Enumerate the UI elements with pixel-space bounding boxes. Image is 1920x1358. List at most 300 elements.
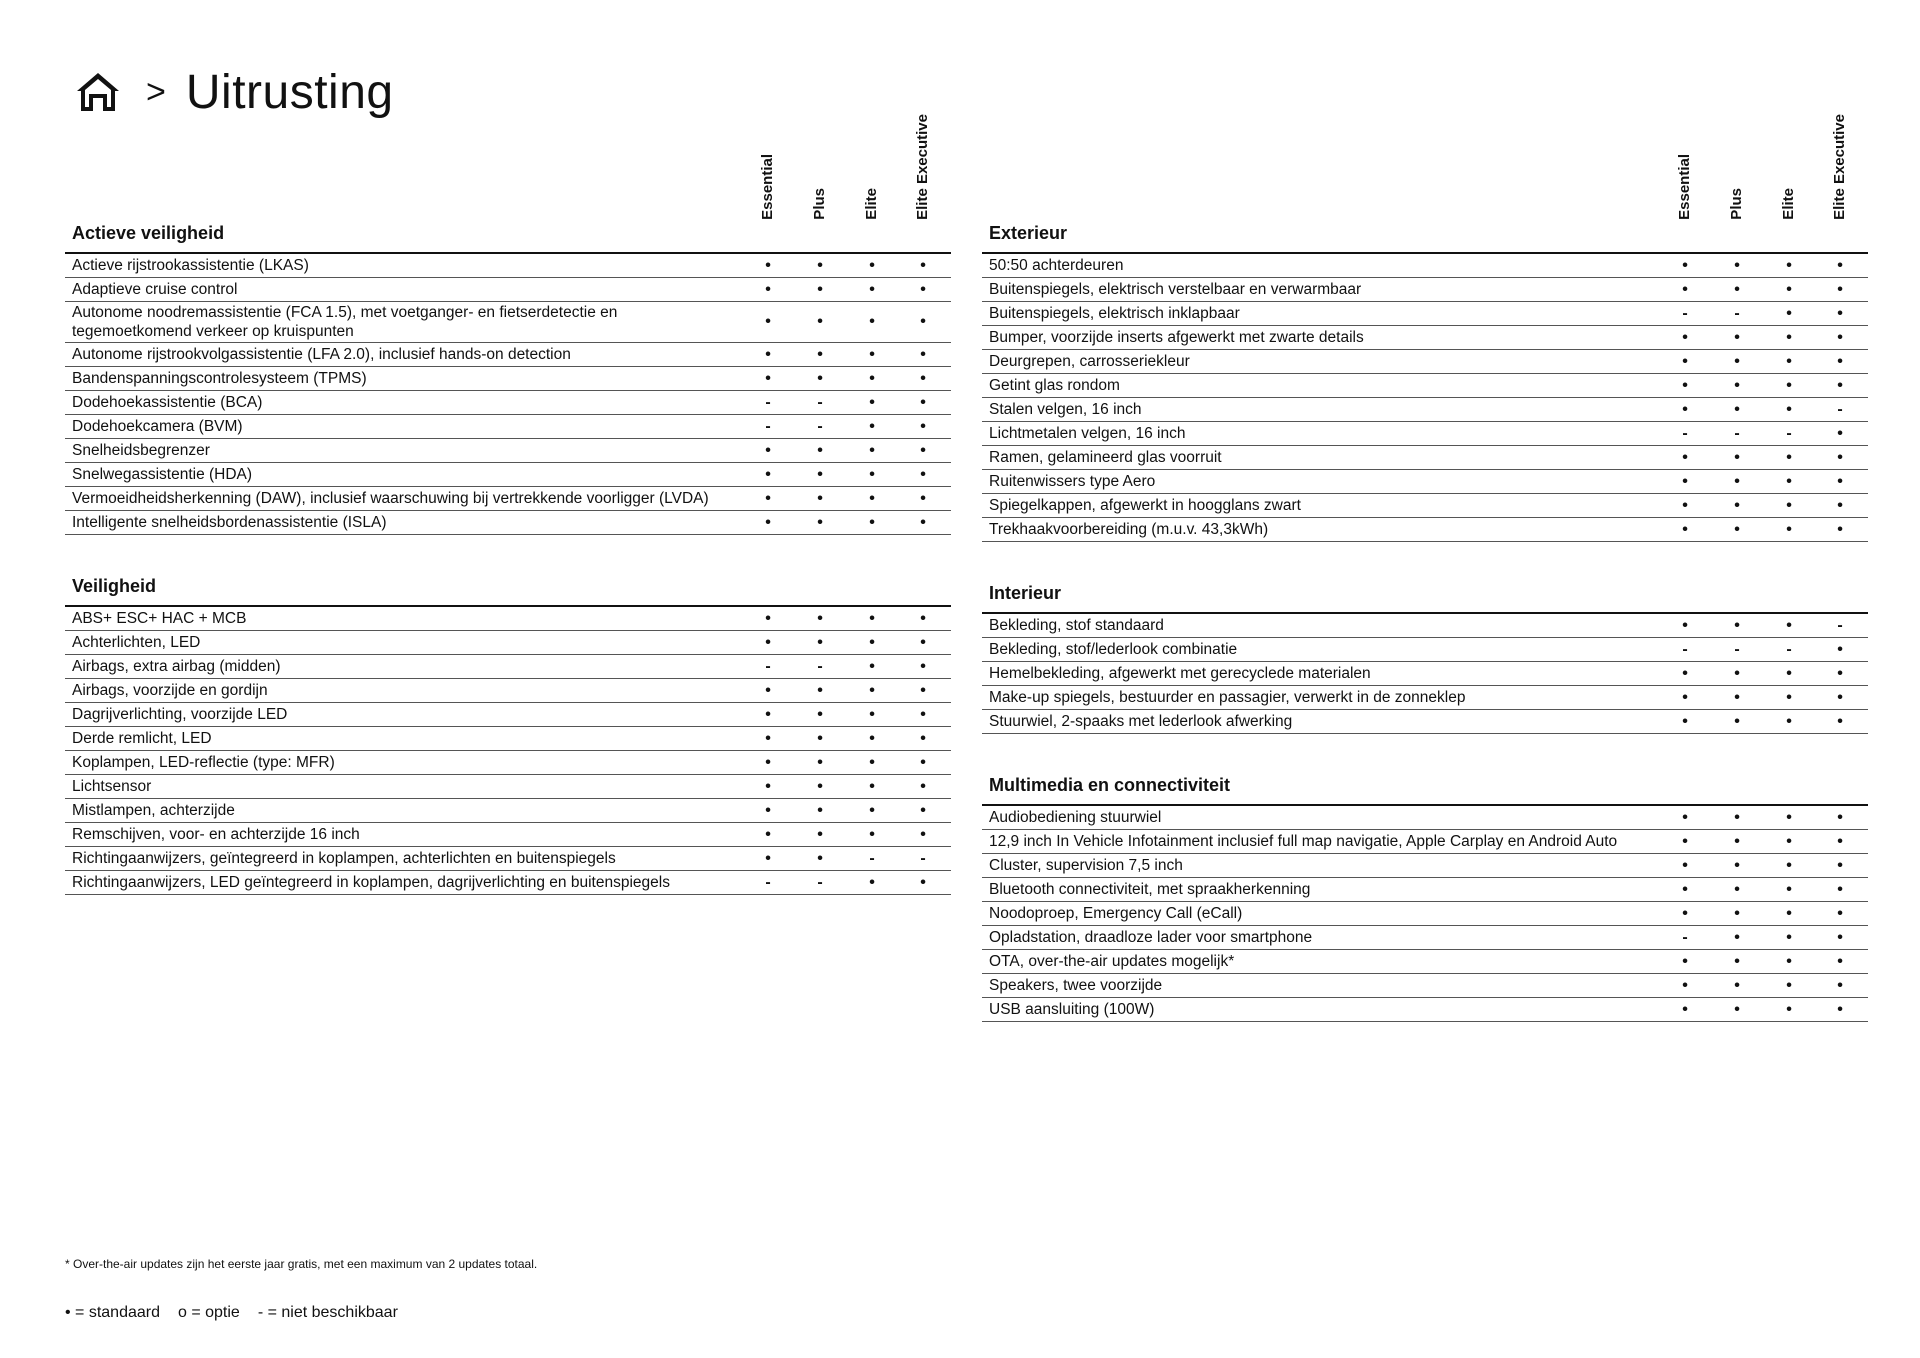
availability-mark-elite: • xyxy=(869,441,875,459)
availability-mark-elite-executive: • xyxy=(1837,328,1843,346)
availability-mark-plus: • xyxy=(817,633,823,651)
feature-label: 12,9 inch In Vehicle Infotainment inclusief full map navigatie, Apple Carplay en Android Auto xyxy=(989,833,1618,850)
availability-mark-elite-executive: • xyxy=(920,705,926,723)
feature-label: Snelwegassistentie (HDA) xyxy=(72,466,253,483)
feature-label: Bluetooth connectiviteit, met spraakherkenning xyxy=(989,881,1311,898)
availability-mark-elite-executive: • xyxy=(1837,928,1843,946)
feature-label: Snelheidsbegrenzer xyxy=(72,442,210,459)
feature-label: Lichtsensor xyxy=(72,778,152,795)
availability-mark-elite-executive: • xyxy=(920,280,926,298)
table-row xyxy=(982,470,1868,494)
availability-mark-essential: • xyxy=(1682,400,1688,418)
feature-label: Koplampen, LED-reflectie (type: MFR) xyxy=(72,754,335,771)
availability-mark-plus: • xyxy=(817,369,823,387)
feature-label: Lichtmetalen velgen, 16 inch xyxy=(989,425,1186,442)
availability-mark-elite-executive: • xyxy=(920,465,926,483)
availability-mark-elite: • xyxy=(1786,448,1792,466)
availability-mark-elite: • xyxy=(1786,712,1792,730)
feature-list xyxy=(65,252,951,535)
table-row xyxy=(982,278,1868,302)
section-title: Exterieur xyxy=(989,223,1068,243)
availability-mark-elite: • xyxy=(869,369,875,387)
feature-label: Buitenspiegels, elektrisch verstelbaar en verwarmbaar xyxy=(989,281,1362,298)
availability-mark-plus: • xyxy=(1734,352,1740,370)
availability-mark-elite-executive: • xyxy=(920,513,926,531)
feature-label: Hemelbekleding, afgewerkt met gerecyclede materialen xyxy=(989,665,1371,682)
column-header-plus: Plus xyxy=(811,188,828,220)
availability-mark-elite: • xyxy=(869,313,875,330)
feature-label: Bandenspanningscontrolesysteem (TPMS) xyxy=(72,370,367,387)
feature-label: Richtingaanwijzers, geïntegreerd in koplampen, achterlichten en buitenspiegels xyxy=(72,850,616,867)
feature-label: Noodoproep, Emergency Call (eCall) xyxy=(989,905,1243,922)
feature-label: Airbags, voorzijde en gordijn xyxy=(72,682,268,699)
availability-mark-elite-executive: • xyxy=(1837,952,1843,970)
availability-mark-elite: - xyxy=(1786,640,1792,658)
availability-mark-essential: • xyxy=(1682,280,1688,298)
feature-label: Intelligente snelheidsbordenassistentie (ISLA) xyxy=(72,514,387,531)
availability-mark-plus: • xyxy=(1734,520,1740,538)
availability-mark-essential: • xyxy=(765,369,771,387)
table-row xyxy=(982,254,1868,278)
table-row xyxy=(982,878,1868,902)
availability-mark-plus: • xyxy=(817,849,823,867)
feature-label: Bekleding, stof/lederlook combinatie xyxy=(989,641,1238,658)
availability-mark-essential: • xyxy=(1682,616,1688,634)
availability-mark-elite: • xyxy=(869,873,875,891)
availability-mark-essential: • xyxy=(765,489,771,507)
feature-list xyxy=(65,605,951,895)
availability-mark-elite: • xyxy=(1786,880,1792,898)
availability-mark-elite: • xyxy=(869,801,875,819)
availability-mark-plus: • xyxy=(1734,448,1740,466)
availability-mark-elite-executive: • xyxy=(1837,496,1843,514)
availability-mark-elite: • xyxy=(869,729,875,747)
availability-mark-essential: • xyxy=(1682,832,1688,850)
feature-label: Deurgrepen, carrosseriekleur xyxy=(989,353,1190,370)
availability-mark-elite-executive: • xyxy=(1837,520,1843,538)
feature-label: Ruitenwissers type Aero xyxy=(989,473,1156,490)
table-row xyxy=(982,374,1868,398)
availability-mark-elite: • xyxy=(1786,256,1792,274)
availability-mark-plus: - xyxy=(817,873,823,891)
availability-mark-plus: • xyxy=(1734,712,1740,730)
table-row xyxy=(982,302,1868,326)
availability-mark-elite: • xyxy=(1786,952,1792,970)
column-header-essential: Essential xyxy=(1676,154,1693,220)
table-row xyxy=(65,871,951,895)
table-row xyxy=(65,302,951,343)
availability-mark-plus: • xyxy=(817,489,823,507)
column-header-essential: Essential xyxy=(759,154,776,220)
table-row xyxy=(982,326,1868,350)
availability-mark-elite-executive: • xyxy=(1837,448,1843,466)
availability-mark-elite: • xyxy=(1786,328,1792,346)
availability-mark-elite-executive: • xyxy=(920,729,926,747)
feature-label: Mistlampen, achterzijde xyxy=(72,802,235,819)
availability-mark-plus: - xyxy=(817,393,823,411)
table-row xyxy=(65,823,951,847)
availability-mark-elite: • xyxy=(1786,520,1792,538)
feature-label: Achterlichten, LED xyxy=(72,634,201,651)
feature-list xyxy=(982,252,1868,542)
availability-mark-essential: • xyxy=(1682,904,1688,922)
table-row xyxy=(982,998,1868,1022)
table-row xyxy=(982,614,1868,638)
availability-mark-essential: • xyxy=(765,465,771,483)
table-row xyxy=(982,662,1868,686)
section-title: Actieve veiligheid xyxy=(72,223,225,243)
breadcrumb-chevron: > xyxy=(146,73,166,111)
availability-mark-plus: • xyxy=(1734,280,1740,298)
availability-mark-plus: • xyxy=(1734,808,1740,826)
availability-mark-plus: • xyxy=(1734,880,1740,898)
table-row xyxy=(65,511,951,535)
availability-mark-essential: - xyxy=(1682,304,1688,322)
availability-mark-essential: - xyxy=(765,393,771,411)
availability-mark-elite: • xyxy=(869,681,875,699)
availability-mark-elite: • xyxy=(1786,976,1792,994)
availability-mark-plus: • xyxy=(817,777,823,795)
table-row xyxy=(982,494,1868,518)
availability-mark-essential: • xyxy=(1682,808,1688,826)
availability-mark-essential: - xyxy=(1682,640,1688,658)
availability-mark-essential: • xyxy=(1682,856,1688,874)
table-row xyxy=(65,607,951,631)
column-headers xyxy=(982,95,1868,220)
availability-mark-elite: • xyxy=(869,705,875,723)
table-row xyxy=(982,806,1868,830)
feature-label: Airbags, extra airbag (midden) xyxy=(72,658,281,675)
section-exterieur xyxy=(982,220,1868,542)
legend-option: o = optie xyxy=(178,1304,240,1321)
availability-mark-essential: • xyxy=(765,849,771,867)
table-row xyxy=(65,463,951,487)
availability-mark-essential: • xyxy=(1682,976,1688,994)
availability-mark-essential: • xyxy=(1682,256,1688,274)
availability-mark-elite-executive: • xyxy=(1837,832,1843,850)
availability-mark-essential: • xyxy=(765,513,771,531)
availability-mark-essential: - xyxy=(765,657,771,675)
availability-mark-elite: • xyxy=(1786,1000,1792,1018)
availability-mark-elite-executive: • xyxy=(1837,376,1843,394)
availability-mark-elite-executive: • xyxy=(1837,1000,1843,1018)
availability-mark-elite-executive: • xyxy=(1837,808,1843,826)
section-title: Multimedia en connectiviteit xyxy=(989,775,1231,795)
availability-mark-plus: - xyxy=(1734,304,1740,322)
availability-mark-essential: • xyxy=(765,633,771,651)
availability-mark-plus: • xyxy=(1734,256,1740,274)
availability-mark-plus: • xyxy=(817,753,823,771)
table-row xyxy=(65,703,951,727)
availability-mark-elite-executive: • xyxy=(920,633,926,651)
availability-mark-elite-executive: • xyxy=(920,345,926,363)
availability-mark-plus: • xyxy=(1734,328,1740,346)
column-header-elite-executive: Elite Executive xyxy=(914,114,931,220)
table-row xyxy=(65,847,951,871)
feature-label: Spiegelkappen, afgewerkt in hoogglans zwart xyxy=(989,497,1301,514)
table-row xyxy=(65,343,951,367)
availability-mark-essential: • xyxy=(765,280,771,298)
column-headers xyxy=(65,95,951,220)
availability-mark-elite: • xyxy=(869,393,875,411)
feature-label: Remschijven, voor- en achterzijde 16 inch xyxy=(72,826,360,843)
availability-mark-essential: • xyxy=(765,753,771,771)
availability-mark-elite: • xyxy=(869,753,875,771)
table-row xyxy=(982,686,1868,710)
availability-mark-elite-executive: • xyxy=(920,489,926,507)
availability-mark-essential: • xyxy=(765,801,771,819)
availability-mark-essential: • xyxy=(1682,880,1688,898)
availability-mark-plus: • xyxy=(817,280,823,298)
availability-mark-essential: • xyxy=(1682,952,1688,970)
table-row xyxy=(65,415,951,439)
availability-mark-plus: • xyxy=(1734,1000,1740,1018)
feature-label: OTA, over-the-air updates mogelijk* xyxy=(989,953,1235,970)
availability-mark-elite: • xyxy=(869,417,875,435)
availability-mark-elite-executive: • xyxy=(920,681,926,699)
feature-label: Speakers, twee voorzijde xyxy=(989,977,1163,994)
section-title: Interieur xyxy=(989,583,1062,603)
availability-mark-elite: • xyxy=(1786,808,1792,826)
availability-mark-essential: • xyxy=(1682,664,1688,682)
availability-mark-plus: • xyxy=(817,825,823,843)
availability-mark-elite-executive: • xyxy=(920,777,926,795)
legend-unavailable: - = niet beschikbaar xyxy=(257,1304,398,1321)
availability-mark-elite-executive: • xyxy=(920,873,926,891)
availability-mark-plus: • xyxy=(817,801,823,819)
availability-mark-elite-executive: • xyxy=(1837,712,1843,730)
footnote: * Over-the-air updates zijn het eerste jaar gratis, met een maximum van 2 updates totaal. xyxy=(65,1257,538,1271)
availability-mark-elite: - xyxy=(869,849,875,867)
equipment-table-right xyxy=(982,95,1868,1060)
availability-mark-essential: • xyxy=(1682,496,1688,514)
availability-mark-plus: • xyxy=(817,441,823,459)
availability-mark-plus: • xyxy=(817,609,823,627)
availability-mark-elite: • xyxy=(869,256,875,274)
availability-mark-elite: • xyxy=(869,825,875,843)
feature-label: Actieve rijstrookassistentie (LKAS) xyxy=(72,257,309,274)
availability-mark-elite-executive: • xyxy=(920,657,926,675)
feature-label: Make-up spiegels, bestuurder en passagier, verwerkt in de zonneklep xyxy=(989,689,1466,706)
availability-mark-essential: • xyxy=(765,825,771,843)
availability-mark-elite-executive: • xyxy=(1837,688,1843,706)
table-row xyxy=(982,902,1868,926)
availability-mark-plus: • xyxy=(1734,928,1740,946)
feature-list xyxy=(982,612,1868,734)
availability-mark-essential: • xyxy=(765,705,771,723)
feature-label: ABS+ ESC+ HAC + MCB xyxy=(72,610,247,627)
availability-mark-essential: • xyxy=(1682,328,1688,346)
table-row xyxy=(65,775,951,799)
table-row xyxy=(982,950,1868,974)
table-row xyxy=(65,631,951,655)
availability-mark-elite: • xyxy=(1786,688,1792,706)
table-row xyxy=(65,278,951,302)
availability-mark-essential: • xyxy=(1682,688,1688,706)
table-row xyxy=(982,422,1868,446)
availability-mark-elite-executive: • xyxy=(920,753,926,771)
feature-label: Ramen, gelamineerd glas voorruit xyxy=(989,449,1222,466)
availability-mark-essential: • xyxy=(1682,712,1688,730)
availability-mark-essential: - xyxy=(1682,928,1688,946)
availability-mark-plus: • xyxy=(1734,832,1740,850)
feature-label: Getint glas rondom xyxy=(989,377,1120,394)
availability-mark-essential: • xyxy=(765,777,771,795)
column-header-elite: Elite xyxy=(863,188,880,220)
availability-mark-elite: • xyxy=(1786,856,1792,874)
availability-mark-elite-executive: • xyxy=(1837,640,1843,658)
availability-mark-elite: • xyxy=(869,609,875,627)
availability-mark-plus: • xyxy=(1734,472,1740,490)
availability-mark-plus: • xyxy=(1734,952,1740,970)
availability-mark-elite: • xyxy=(1786,496,1792,514)
availability-mark-elite: • xyxy=(1786,304,1792,322)
availability-mark-plus: • xyxy=(1734,664,1740,682)
availability-mark-elite: • xyxy=(1786,376,1792,394)
feature-label: Dodehoekcamera (BVM) xyxy=(72,418,243,435)
feature-label: Bumper, voorzijde inserts afgewerkt met zwarte details xyxy=(989,329,1364,346)
table-row xyxy=(65,487,951,511)
availability-mark-essential: - xyxy=(765,417,771,435)
feature-label: 50:50 achterdeuren xyxy=(989,257,1124,274)
feature-label: Autonome noodremassistentie (FCA 1.5), met voetganger- en fietserdetectie en tegemoetkomend verkeer op kruispunten xyxy=(72,304,618,340)
table-row xyxy=(982,638,1868,662)
table-row xyxy=(65,799,951,823)
availability-mark-elite-executive: • xyxy=(920,609,926,627)
availability-mark-elite-executive: • xyxy=(1837,904,1843,922)
availability-mark-elite-executive: • xyxy=(1837,856,1843,874)
feature-list xyxy=(982,804,1868,1022)
availability-mark-essential: • xyxy=(765,681,771,699)
feature-label: Stuurwiel, 2-spaaks met lederlook afwerking xyxy=(989,713,1293,730)
equipment-table-left xyxy=(65,95,951,933)
availability-mark-essential: • xyxy=(1682,472,1688,490)
availability-mark-essential: • xyxy=(1682,520,1688,538)
table-row xyxy=(982,446,1868,470)
availability-mark-elite-executive: • xyxy=(920,256,926,274)
feature-label: Audiobediening stuurwiel xyxy=(989,809,1162,826)
table-row xyxy=(982,710,1868,734)
availability-mark-essential: • xyxy=(1682,448,1688,466)
availability-mark-elite-executive: • xyxy=(1837,256,1843,274)
availability-mark-elite-executive: - xyxy=(1837,616,1843,634)
availability-mark-elite-executive: - xyxy=(920,849,926,867)
availability-mark-plus: • xyxy=(817,313,823,330)
feature-label: Bekleding, stof standaard xyxy=(989,617,1164,634)
availability-mark-plus: - xyxy=(817,657,823,675)
availability-mark-elite: • xyxy=(869,280,875,298)
availability-mark-elite-executive: • xyxy=(1837,304,1843,322)
table-row xyxy=(982,974,1868,998)
availability-mark-elite: • xyxy=(1786,928,1792,946)
availability-mark-elite-executive: • xyxy=(920,313,926,330)
availability-mark-elite: • xyxy=(869,489,875,507)
availability-mark-elite-executive: • xyxy=(920,417,926,435)
availability-mark-plus: • xyxy=(817,705,823,723)
feature-label: Opladstation, draadloze lader voor smartphone xyxy=(989,929,1313,946)
availability-mark-essential: • xyxy=(765,441,771,459)
availability-mark-elite: • xyxy=(1786,616,1792,634)
availability-mark-elite-executive: • xyxy=(1837,280,1843,298)
table-row xyxy=(65,655,951,679)
feature-label: Trekhaakvoorbereiding (m.u.v. 43,3kWh) xyxy=(989,521,1269,538)
availability-mark-plus: - xyxy=(1734,640,1740,658)
legend xyxy=(65,1304,398,1322)
table-row xyxy=(65,751,951,775)
availability-mark-plus: • xyxy=(1734,496,1740,514)
availability-mark-elite: • xyxy=(869,345,875,363)
section-title: Veiligheid xyxy=(72,576,157,596)
availability-mark-plus: • xyxy=(1734,376,1740,394)
table-row xyxy=(65,391,951,415)
availability-mark-elite-executive: • xyxy=(920,393,926,411)
availability-mark-elite: • xyxy=(869,657,875,675)
table-row xyxy=(982,926,1868,950)
availability-mark-essential: • xyxy=(1682,376,1688,394)
table-row xyxy=(65,439,951,463)
availability-mark-essential: - xyxy=(765,873,771,891)
availability-mark-essential: • xyxy=(765,345,771,363)
feature-label: Autonome rijstrookvolgassistentie (LFA 2.0), inclusief hands-on detection xyxy=(72,346,571,363)
section-interieur xyxy=(982,580,1868,734)
availability-mark-plus: • xyxy=(1734,856,1740,874)
availability-mark-plus: • xyxy=(817,256,823,274)
table-row xyxy=(982,854,1868,878)
availability-mark-elite-executive: • xyxy=(920,825,926,843)
availability-mark-plus: • xyxy=(1734,688,1740,706)
availability-mark-essential: - xyxy=(1682,424,1688,442)
availability-mark-elite: • xyxy=(1786,280,1792,298)
availability-mark-elite-executive: - xyxy=(1837,400,1843,418)
availability-mark-elite: - xyxy=(1786,424,1792,442)
availability-mark-elite: • xyxy=(1786,832,1792,850)
availability-mark-elite: • xyxy=(869,465,875,483)
availability-mark-essential: • xyxy=(1682,352,1688,370)
availability-mark-elite-executive: • xyxy=(1837,472,1843,490)
availability-mark-essential: • xyxy=(765,609,771,627)
availability-mark-plus: - xyxy=(817,417,823,435)
availability-mark-essential: • xyxy=(1682,1000,1688,1018)
availability-mark-elite-executive: • xyxy=(1837,424,1843,442)
feature-label: Dagrijverlichting, voorzijde LED xyxy=(72,706,288,723)
availability-mark-essential: • xyxy=(765,256,771,274)
availability-mark-elite-executive: • xyxy=(920,369,926,387)
availability-mark-plus: • xyxy=(1734,616,1740,634)
availability-mark-elite: • xyxy=(1786,400,1792,418)
availability-mark-elite-executive: • xyxy=(920,441,926,459)
availability-mark-plus: - xyxy=(1734,424,1740,442)
feature-label: Vermoeidheidsherkenning (DAW), inclusief waarschuwing bij vertrekkende voorligger (LVDA) xyxy=(72,490,709,507)
availability-mark-plus: • xyxy=(1734,904,1740,922)
table-row xyxy=(65,727,951,751)
table-row xyxy=(65,254,951,278)
feature-label: Buitenspiegels, elektrisch inklapbaar xyxy=(989,305,1240,322)
column-header-elite-executive: Elite Executive xyxy=(1831,114,1848,220)
availability-mark-essential: • xyxy=(765,729,771,747)
table-row xyxy=(65,367,951,391)
availability-mark-elite-executive: • xyxy=(920,801,926,819)
availability-mark-plus: • xyxy=(1734,400,1740,418)
feature-label: Cluster, supervision 7,5 inch xyxy=(989,857,1183,874)
availability-mark-elite-executive: • xyxy=(1837,352,1843,370)
availability-mark-plus: • xyxy=(817,681,823,699)
section-veiligheid xyxy=(65,573,951,895)
feature-label: Richtingaanwijzers, LED geïntegreerd in koplampen, dagrijverlichting en buitenspiegels xyxy=(72,874,670,891)
availability-mark-elite: • xyxy=(1786,352,1792,370)
table-row xyxy=(982,830,1868,854)
column-header-elite: Elite xyxy=(1780,188,1797,220)
table-row xyxy=(982,350,1868,374)
